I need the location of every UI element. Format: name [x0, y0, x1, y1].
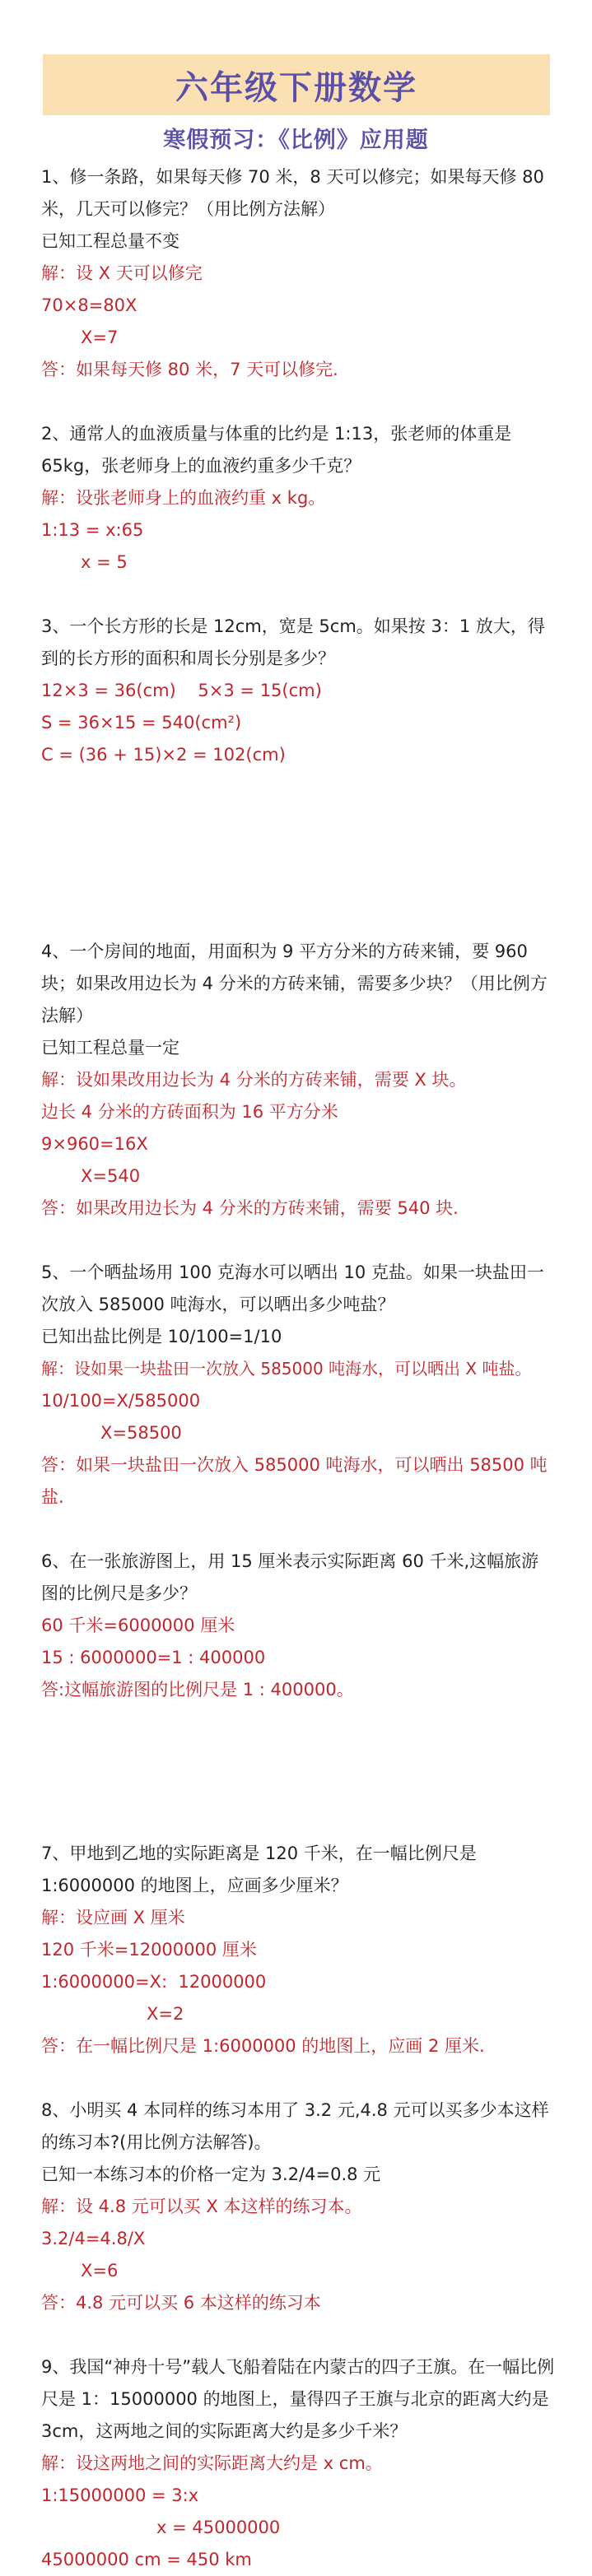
title-banner: [43, 54, 550, 115]
problem-9: [41, 2351, 555, 2576]
problem-3: [41, 611, 555, 771]
answer-line: 答：在一幅比例尺是 1:6000000 的地图上，应画 2 厘米.: [41, 2036, 485, 2056]
problem-6: [41, 1546, 555, 1706]
solution-line: X=6: [81, 2261, 119, 2281]
question-text: 2、通常人的血液质量与体重的比约是 1:13，张老师的体重是 65kg，张老师身上的血液约重多少千克？: [41, 424, 517, 476]
solution-line: 解：设应画 X 厘米: [41, 1908, 185, 1927]
problem-5: [41, 1257, 555, 1514]
problem-7: [41, 1838, 555, 2062]
solution-line: 12×3 = 36(cm) 5×3 = 15(cm): [41, 681, 322, 700]
solution-line: 已知工程总量不变: [41, 231, 179, 251]
solution-line: X=540: [81, 1166, 141, 1186]
solution-line: 9×960=16X: [41, 1134, 148, 1154]
solution-line: 70×8=80X: [41, 295, 138, 315]
solution-line: 1:15000000 = 3:x: [41, 2485, 199, 2505]
problem-list: [41, 161, 555, 2576]
solution-line: 已知一本练习本的价格一定为 3.2/4=0.8 元: [41, 2164, 381, 2184]
question-text: 8、小明买 4 本同样的练习本用了 3.2 元,4.8 元可以买多少本这样的练习本?(用比例方法解答)。: [41, 2100, 549, 2152]
solution-line: 解：设这两地之间的实际距离大约是 x cm。: [41, 2453, 383, 2473]
solution-line: x = 5: [81, 552, 128, 572]
problem-8: [41, 2095, 555, 2319]
solution-line: 已知工程总量一定: [41, 1038, 179, 1058]
answer-line: 答:这幅旅游图的比例尺是 1 : 400000。: [41, 1680, 354, 1700]
solution-line: 解：设张老师身上的血液约重 x kg。: [41, 488, 326, 508]
solution-line: x = 45000000: [156, 2518, 281, 2537]
answer-line: 45000000 cm = 450 km: [41, 2550, 252, 2569]
solution-line: 解：设如果一块盐田一次放入 585000 吨海水，可以晒出 X 吨盐。: [41, 1359, 532, 1379]
solution-line: 1:13 = x:65: [41, 520, 144, 540]
page-title: 六年级下册数学: [175, 68, 417, 107]
solution-line: S = 36×15 = 540(cm²): [41, 713, 242, 732]
answer-line: 答：如果一块盐田一次放入 585000 吨海水，可以晒出 58500 吨盐.: [41, 1455, 548, 1507]
answer-line: 答：如果每天修 80 米，7 天可以修完.: [41, 360, 338, 379]
question-text: 7、甲地到乙地的实际距离是 120 千米，在一幅比例尺是 1:6000000 的地图上，应画多少厘米？: [41, 1844, 482, 1895]
solution-line: 1:6000000=X: 12000000: [41, 1972, 267, 1992]
solution-line: C = (36 + 15)×2 = 102(cm): [41, 745, 286, 765]
solution-line: 边长 4 分米的方砖面积为 16 平方分米: [41, 1102, 338, 1122]
question-text: 1、修一条路，如果每天修 70 米，8 天可以修完；如果每天修 80 米，几天可以修完？（用比例方法解）: [41, 167, 550, 219]
solution-line: 3.2/4=4.8/X: [41, 2229, 146, 2248]
solution-line: X=58500: [100, 1423, 182, 1443]
solution-line: 已知出盐比例是 10/100=1/10: [41, 1327, 282, 1346]
problem-4: [41, 936, 555, 1225]
solution-line: X=7: [81, 328, 119, 347]
solution-line: 10/100=X/585000: [41, 1391, 201, 1411]
question-text: 9、我国“神舟十号”载人飞船着陆在内蒙古的四子王旗。在一幅比例尺是 1：15000000 的地图上，量得四子王旗与北京的距离大约是 3cm，这两地之间的实际距离大约是多少千米？: [41, 2357, 555, 2441]
question-text: 6、在一张旅游图上，用 15 厘米表示实际距离 60 千米,这幅旅游图的比例尺是多少？: [41, 1551, 539, 1603]
solution-line: 解：设如果改用边长为 4 分米的方砖来铺，需要 X 块。: [41, 1070, 467, 1090]
solution-line: 60 千米=6000000 厘米: [41, 1616, 235, 1635]
answer-line: 答：如果改用边长为 4 分米的方砖来铺，需要 540 块.: [41, 1198, 459, 1218]
question-text: 5、一个晒盐场用 100 克海水可以晒出 10 克盐。如果一块盐田一次放入 585000 吨海水，可以晒出多少吨盐？: [41, 1262, 544, 1314]
solution-line: 解：设 X 天可以修完: [41, 263, 203, 283]
problem-1: [41, 161, 555, 386]
solution-line: X=2: [147, 2004, 184, 2024]
page-subtitle: 寒假预习：《比例》应用题: [163, 128, 429, 153]
answer-line: 答：4.8 元可以买 6 本这样的练习本: [41, 2293, 321, 2313]
solution-line: 15 : 6000000=1 : 400000: [41, 1648, 266, 1667]
question-text: 3、一个长方形的长是 12cm，宽是 5cm。如果按 3：1 放大，得到的长方形的面积和周长分别是多少？: [41, 616, 545, 668]
problem-2: [41, 418, 555, 579]
question-text: 4、一个房间的地面，用面积为 9 平方分米的方砖来铺，要 960 块；如果改用边长为 4 分米的方砖来铺，需要多少块？（用比例方法解）: [41, 942, 548, 1025]
solution-line: 120 千米=12000000 厘米: [41, 1940, 257, 1960]
solution-line: 解：设 4.8 元可以买 X 本这样的练习本。: [41, 2197, 362, 2216]
